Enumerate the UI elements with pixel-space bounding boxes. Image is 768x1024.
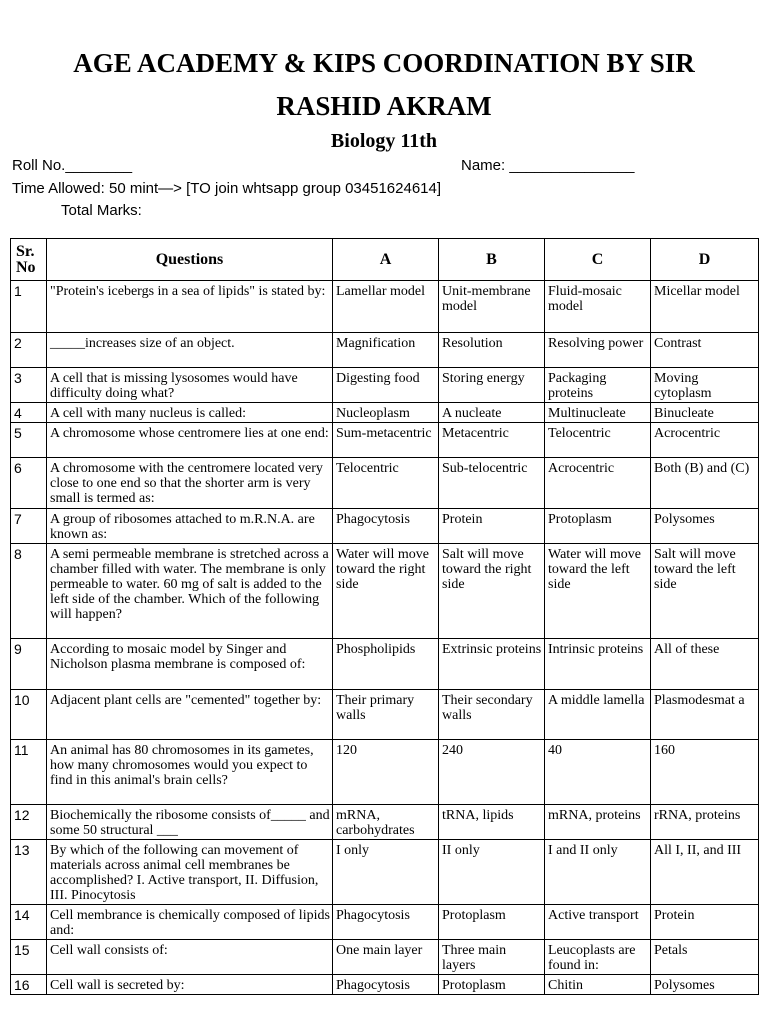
option-d-cell: Plasmodesmat a bbox=[651, 690, 759, 740]
option-b-cell: II only bbox=[439, 840, 545, 905]
option-a-cell: Water will move toward the right side bbox=[333, 544, 439, 639]
total-marks-label: Total Marks: bbox=[61, 202, 142, 219]
option-a-cell: Phospholipids bbox=[333, 639, 439, 690]
header-option-d: D bbox=[651, 239, 759, 281]
option-b-cell: Sub-telocentric bbox=[439, 458, 545, 509]
option-c-cell: Chitin bbox=[545, 975, 651, 995]
option-c-cell: Water will move toward the left side bbox=[545, 544, 651, 639]
question-cell: A group of ribosomes attached to m.R.N.A. are known as: bbox=[47, 509, 333, 544]
option-c-cell: A middle lamella bbox=[545, 690, 651, 740]
option-a-cell: Sum-metacentric bbox=[333, 423, 439, 458]
option-d-cell: All I, II, and III bbox=[651, 840, 759, 905]
option-d-cell: Petals bbox=[651, 940, 759, 975]
question-cell: Adjacent plant cells are "cemented" together by: bbox=[47, 690, 333, 740]
table-row bbox=[11, 639, 759, 690]
option-d-cell: 160 bbox=[651, 740, 759, 805]
table-row bbox=[11, 544, 759, 639]
option-a-cell: Digesting food bbox=[333, 368, 439, 403]
option-d-cell: Acrocentric bbox=[651, 423, 759, 458]
question-cell: Cell membrance is chemically composed of lipids and: bbox=[47, 905, 333, 940]
option-c-cell: Leucoplasts are found in: bbox=[545, 940, 651, 975]
option-c-cell: Active transport bbox=[545, 905, 651, 940]
sr-no-cell: 16 bbox=[11, 975, 47, 995]
option-a-cell: Nucleoplasm bbox=[333, 403, 439, 423]
table-row bbox=[11, 840, 759, 905]
time-allowed-line: Time Allowed: 50 mint—> [TO join whtsapp group 03451624614] bbox=[12, 180, 442, 197]
table-row bbox=[11, 333, 759, 368]
header-option-c: C bbox=[545, 239, 651, 281]
table-row bbox=[11, 740, 759, 805]
table-row bbox=[11, 368, 759, 403]
table-row bbox=[11, 975, 759, 995]
option-b-cell: Unit-membrane model bbox=[439, 281, 545, 333]
option-b-cell: A nucleate bbox=[439, 403, 545, 423]
sr-no-cell: 9 bbox=[11, 639, 47, 690]
option-a-cell: Phagocytosis bbox=[333, 905, 439, 940]
table-row bbox=[11, 905, 759, 940]
option-a-cell: Phagocytosis bbox=[333, 975, 439, 995]
question-cell: A cell with many nucleus is called: bbox=[47, 403, 333, 423]
questions-table bbox=[10, 238, 759, 995]
option-c-cell: Resolving power bbox=[545, 333, 651, 368]
question-cell: Biochemically the ribosome consists of_____ and some 50 structural ___ bbox=[47, 805, 333, 840]
question-cell: A chromosome whose centromere lies at one end: bbox=[47, 423, 333, 458]
option-d-cell: Binucleate bbox=[651, 403, 759, 423]
sr-no-cell: 5 bbox=[11, 423, 47, 458]
option-c-cell: 40 bbox=[545, 740, 651, 805]
sr-no-cell: 1 bbox=[11, 281, 47, 333]
option-d-cell: All of these bbox=[651, 639, 759, 690]
page-title-line-1: AGE ACADEMY & KIPS COORDINATION BY SIR bbox=[73, 48, 695, 78]
option-c-cell: Multinucleate bbox=[545, 403, 651, 423]
option-a-cell: One main layer bbox=[333, 940, 439, 975]
option-b-cell: Protoplasm bbox=[439, 975, 545, 995]
header-option-b: B bbox=[439, 239, 545, 281]
option-c-cell: Packaging proteins bbox=[545, 368, 651, 403]
table-row bbox=[11, 281, 759, 333]
page-title-line-2: RASHID AKRAM bbox=[276, 91, 492, 121]
question-cell: Cell wall consists of: bbox=[47, 940, 333, 975]
sr-no-cell: 13 bbox=[11, 840, 47, 905]
option-a-cell: I only bbox=[333, 840, 439, 905]
sr-no-cell: 7 bbox=[11, 509, 47, 544]
option-c-cell: Telocentric bbox=[545, 423, 651, 458]
sr-no-cell: 4 bbox=[11, 403, 47, 423]
option-b-cell: 240 bbox=[439, 740, 545, 805]
option-b-cell: Protoplasm bbox=[439, 905, 545, 940]
option-a-cell: Telocentric bbox=[333, 458, 439, 509]
option-a-cell: Lamellar model bbox=[333, 281, 439, 333]
option-a-cell: Their primary walls bbox=[333, 690, 439, 740]
option-b-cell: Three main layers bbox=[439, 940, 545, 975]
header-sr-no: Sr. No bbox=[11, 239, 47, 281]
table-row bbox=[11, 690, 759, 740]
sr-no-cell: 10 bbox=[11, 690, 47, 740]
option-b-cell: Salt will move toward the right side bbox=[439, 544, 545, 639]
table-header-row bbox=[11, 239, 759, 281]
question-cell: A chromosome with the centromere located very close to one end so that the shorter arm is very small is termed as: bbox=[47, 458, 333, 509]
question-cell: According to mosaic model by Singer and Nicholson plasma membrane is composed of: bbox=[47, 639, 333, 690]
option-d-cell: Salt will move toward the left side bbox=[651, 544, 759, 639]
option-d-cell: Polysomes bbox=[651, 509, 759, 544]
table-row bbox=[11, 509, 759, 544]
roll-number-field: Roll No.________ bbox=[12, 157, 133, 174]
option-c-cell: mRNA, proteins bbox=[545, 805, 651, 840]
table-row bbox=[11, 403, 759, 423]
table-row bbox=[11, 940, 759, 975]
option-a-cell: Magnification bbox=[333, 333, 439, 368]
option-d-cell: Both (B) and (C) bbox=[651, 458, 759, 509]
name-field: Name: _______________ bbox=[461, 157, 635, 174]
option-b-cell: Their secondary walls bbox=[439, 690, 545, 740]
option-b-cell: Protein bbox=[439, 509, 545, 544]
sr-no-cell: 2 bbox=[11, 333, 47, 368]
option-c-cell: Fluid-mosaic model bbox=[545, 281, 651, 333]
option-b-cell: tRNA, lipids bbox=[439, 805, 545, 840]
sr-no-cell: 11 bbox=[11, 740, 47, 805]
question-cell: Cell wall is secreted by: bbox=[47, 975, 333, 995]
sr-no-cell: 12 bbox=[11, 805, 47, 840]
option-b-cell: Extrinsic proteins bbox=[439, 639, 545, 690]
question-cell: _____increases size of an object. bbox=[47, 333, 333, 368]
table-row bbox=[11, 423, 759, 458]
option-b-cell: Resolution bbox=[439, 333, 545, 368]
option-a-cell: Phagocytosis bbox=[333, 509, 439, 544]
header-questions: Questions bbox=[47, 239, 333, 281]
option-d-cell: Protein bbox=[651, 905, 759, 940]
sr-no-cell: 3 bbox=[11, 368, 47, 403]
option-a-cell: 120 bbox=[333, 740, 439, 805]
option-d-cell: Moving cytoplasm bbox=[651, 368, 759, 403]
option-c-cell: Acrocentric bbox=[545, 458, 651, 509]
question-cell: An animal has 80 chromosomes in its gametes, how many chromosomes would you expect to find in this animal's brain cells? bbox=[47, 740, 333, 805]
option-c-cell: Protoplasm bbox=[545, 509, 651, 544]
option-d-cell: Contrast bbox=[651, 333, 759, 368]
table-row bbox=[11, 458, 759, 509]
header-option-a: A bbox=[333, 239, 439, 281]
option-c-cell: I and II only bbox=[545, 840, 651, 905]
subject-heading: Biology 11th bbox=[330, 130, 438, 152]
sr-no-cell: 15 bbox=[11, 940, 47, 975]
sr-no-cell: 8 bbox=[11, 544, 47, 639]
table-row bbox=[11, 805, 759, 840]
sr-no-cell: 14 bbox=[11, 905, 47, 940]
option-c-cell: Intrinsic proteins bbox=[545, 639, 651, 690]
option-d-cell: Polysomes bbox=[651, 975, 759, 995]
option-d-cell: rRNA, proteins bbox=[651, 805, 759, 840]
option-b-cell: Metacentric bbox=[439, 423, 545, 458]
question-cell: A cell that is missing lysosomes would have difficulty doing what? bbox=[47, 368, 333, 403]
question-cell: "Protein's icebergs in a sea of lipids" is stated by: bbox=[47, 281, 333, 333]
option-a-cell: mRNA, carbohydrates bbox=[333, 805, 439, 840]
option-d-cell: Micellar model bbox=[651, 281, 759, 333]
question-cell: A semi permeable membrane is stretched across a chamber filled with water. The membrane is only permeable to water. 60 mg of salt is added to the left side of the chamber. Which of the following will happen? bbox=[47, 544, 333, 639]
sr-no-cell: 6 bbox=[11, 458, 47, 509]
option-b-cell: Storing energy bbox=[439, 368, 545, 403]
question-cell: By which of the following can movement of materials across animal cell membranes be accomplished? I. Active transport, II. Diffusion, III. Pinocytosis bbox=[47, 840, 333, 905]
